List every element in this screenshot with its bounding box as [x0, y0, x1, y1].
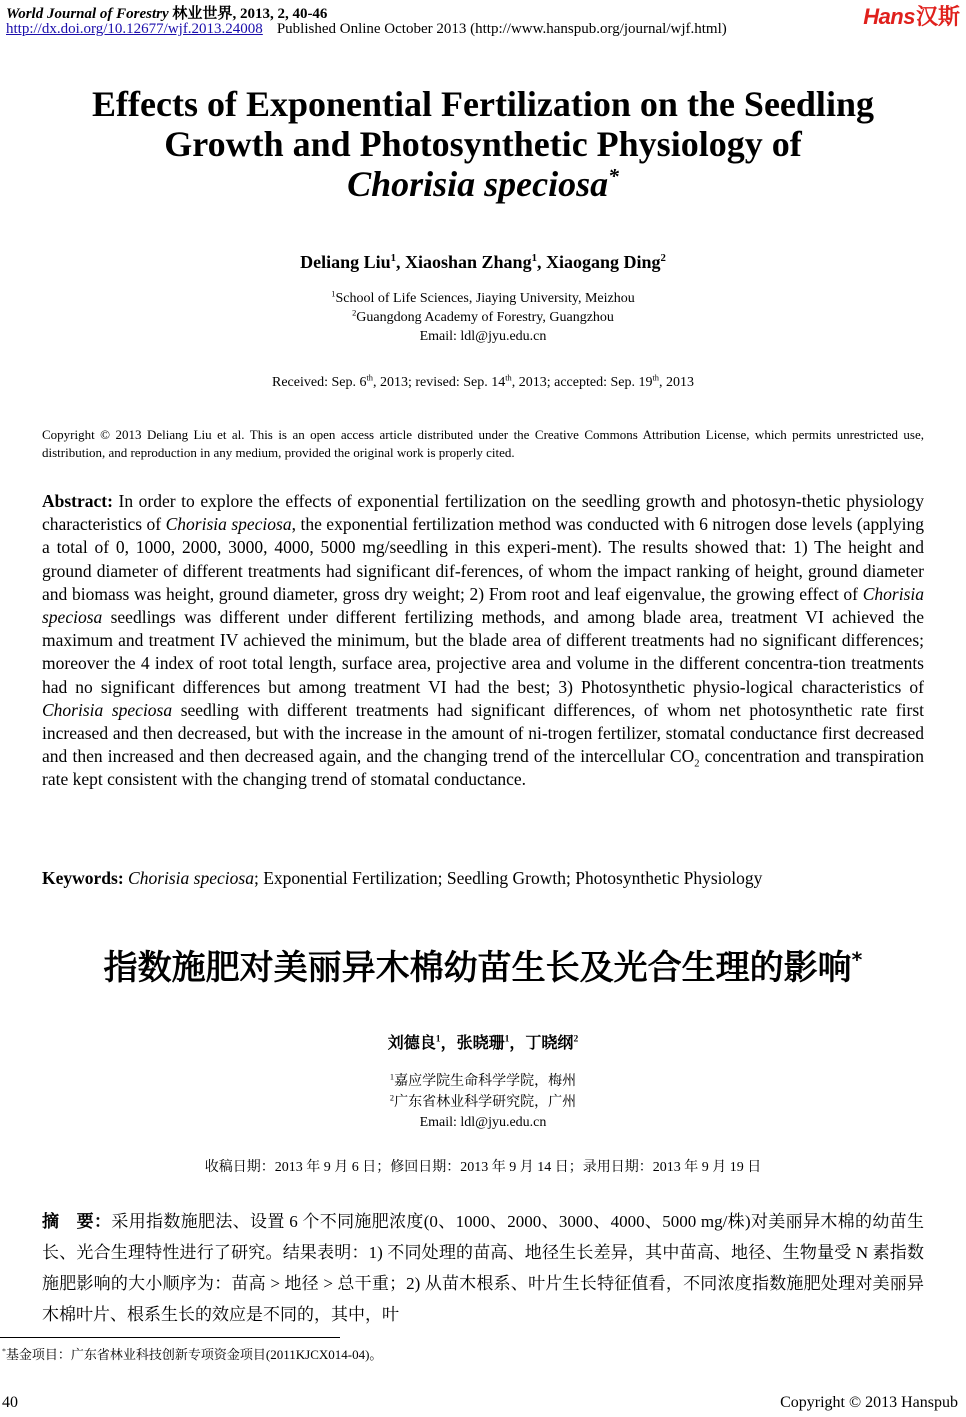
chinese-affiliation-2	[0, 1093, 966, 1113]
keyword-species: Chorisia speciosa	[128, 868, 254, 888]
species-name: Chorisia speciosa	[42, 583, 924, 628]
date-year: , 2013	[659, 375, 694, 390]
author-name: Xiaogang Ding	[545, 252, 661, 272]
affiliation-text: Guangdong Academy of Forestry, Guangzhou	[356, 310, 614, 325]
chinese-author-list	[0, 1030, 966, 1053]
doi-link[interactable]: http://dx.doi.org/10.12677/wjf.2013.24008	[6, 21, 263, 37]
species-name: Chorisia speciosa	[42, 699, 173, 720]
accepted-date: , 2013; accepted: Sep. 19	[511, 375, 653, 390]
author-affiliation-mark: 2	[660, 252, 666, 264]
keywords-text: ; Exponential Fertilization; Seedling Growth; Photosynthetic Physiology	[253, 868, 763, 888]
author-affiliation-mark: 1	[531, 252, 537, 264]
abstract-text: seedlings was different under different fertilizing methods, and among blade area, treatment VI achieved the maximum and treatment IV achieved the minimum, but the blade area of different treatments had no significant differences; moreover the 4 index of root total length, surface area, projective area and volume in the different concentra-tion treatments had no significant differences but among treatment VI had the best; 3) Photosynthetic physio-logical characteristics of	[42, 607, 924, 697]
received-date: Received: Sep. 6	[272, 375, 367, 390]
title-line-2: Growth and Photosynthetic Physiology of	[164, 124, 802, 164]
copyright-notice: Copyright © 2013 Deliang Liu et al. This is an open access article distributed under the Creative Commons Attribution License, which permits unrestricted use, distribution, and reproduction in any medium, provided the original work is properly cited.	[42, 427, 924, 460]
author-name: 张晓珊	[456, 1035, 505, 1052]
article-dates	[0, 375, 966, 391]
separator: ，	[509, 1035, 526, 1052]
footer-copyright: Copyright © 2013 Hanspub	[780, 1394, 958, 1411]
funding-footnote	[2, 1344, 382, 1363]
author-name: 丁晓纲	[525, 1035, 574, 1052]
author-name: Deliang Liu	[300, 252, 391, 272]
chinese-abstract	[42, 1206, 924, 1330]
author-email: Email: ldl@jyu.edu.cn	[419, 329, 547, 344]
footnote-divider	[0, 1337, 340, 1338]
chinese-dates: 收稿日期：2013 年 9 月 6 日；修回日期：2013 年 9 月 14 日；录用日期：2013 年 9 月 19 日	[204, 1160, 762, 1175]
title-footnote-mark: *	[608, 164, 619, 188]
title-line-3	[0, 164, 966, 204]
footnote-mark: *	[2, 1346, 6, 1356]
volume-info: , 2013, 2, 40-46	[232, 6, 328, 22]
author-affiliation-mark: 1	[435, 1033, 441, 1045]
revised-date: , 2013; revised: Sep. 14	[373, 375, 506, 390]
page-number: 40	[2, 1394, 18, 1411]
subscript: 2	[694, 758, 700, 770]
chinese-affiliation-1	[0, 1072, 966, 1092]
author-affiliation-mark: 1	[504, 1033, 510, 1045]
affiliation-num: 1	[389, 1072, 395, 1082]
ordinal-suffix: th	[652, 373, 659, 383]
author-name: 刘德良	[387, 1035, 436, 1052]
journal-header	[6, 2, 327, 23]
chinese-title-text: 指数施肥对美丽异木棉幼苗生长及光合生理的影响	[103, 948, 852, 988]
keywords-label: Keywords:	[42, 868, 124, 888]
affiliation-num: 2	[352, 308, 357, 318]
published-info: Published Online October 2013 (http://www.hanspub.org/journal/wjf.html)	[276, 21, 727, 37]
title-species: Chorisia speciosa	[347, 164, 609, 204]
ordinal-suffix: th	[366, 373, 373, 383]
separator: ，	[440, 1035, 457, 1052]
abstract-text: , the exponential fertilization method was conducted with 6 nitrogen dose levels (applying a total of 0, 1000, 2000, 3000, 4000, 5000 mg/seedling in this experi-ment). The results showed that: 1) The height and ground diameter of different treatments had significant dif-ferences, of whom the impact ranking of height, ground diameter and biomass was height, ground diameter, gross dry weight; 2) From root and leaf eigenvalue, the growing effect of	[42, 514, 924, 604]
doi-line	[6, 21, 727, 38]
species-name: Chorisia speciosa	[165, 514, 292, 535]
affiliation-text: School of Life Sciences, Jiaying University, Meizhou	[335, 291, 635, 306]
abstract-text: concentration and transpiration rate kept consistent with the changing trend of stomatal conductance.	[42, 746, 925, 790]
keywords	[42, 868, 924, 889]
hans-logo	[863, 0, 960, 31]
affiliation-num: 2	[389, 1093, 395, 1103]
chinese-email: Email: ldl@jyu.edu.cn	[419, 1115, 547, 1130]
title-footnote-mark: *	[851, 947, 863, 972]
author-name: Xiaoshan Zhang	[405, 252, 532, 272]
chinese-title	[0, 940, 966, 989]
logo-cn: 汉斯	[915, 4, 960, 29]
affiliation-1	[0, 289, 966, 308]
abstract	[42, 490, 924, 792]
logo-latin: Hans	[863, 4, 915, 29]
affiliation-text: 广东省林业科学研究院，广州	[394, 1095, 577, 1110]
affiliation-num: 1	[331, 289, 336, 299]
abstract-label: Abstract:	[42, 491, 113, 511]
affiliation-2	[0, 308, 966, 327]
title-line-1: Effects of Exponential Fertilization on the Seedling	[92, 84, 874, 124]
abstract-text: seedling with different treatments had significant differences, of whom net photosynthetic rate first increased and then decreased, but with the increase in the amount of ni-trogen fertilizer, stomatal conductance first decreased and then increased and then decreased again, and the changing trend of the intercellular CO	[42, 699, 924, 767]
abstract-text: In order to explore the effects of exponential fertilization on the seedling growth and photosyn-thetic physiology characteristics of	[42, 491, 924, 535]
author-affiliation-mark: 1	[390, 252, 397, 264]
paper-title	[0, 84, 966, 204]
affiliation-text: 嘉应学院生命科学学院，梅州	[394, 1074, 577, 1089]
chinese-abstract-text: 采用指数施肥法、设置 6 个不同施肥浓度(0、1000、2000、3000、4000、5000 mg/株)对美丽异木棉的幼苗生长、光合生理特性进行了研究。结果表明：1) 不同处理的苗高、地径生长差异，其中苗高、地径、生物量受 N 素指数施肥影响的大小顺序为：苗高 > 地径 > 总干重；2) 从苗木根系、叶片生长特征值看，不同浓度指数施肥处理对美丽异木棉叶片、根系生长的效应是不同的，其中，叶	[42, 1212, 924, 1324]
author-affiliation-mark: 2	[573, 1033, 579, 1045]
author-list: Deliang Liu$^1$, Xiaoshan Zhang$^1$, Xiaogang Ding$^2$	[300, 252, 666, 272]
journal-name-cn: 林业世界	[172, 6, 233, 22]
journal-name: World Journal of Forestry	[6, 6, 169, 22]
chinese-abstract-label: 摘 要：	[42, 1212, 112, 1231]
ordinal-suffix: th	[505, 373, 512, 383]
footnote-text: 基金项目：广东省林业科技创新专项资金项目(2011KJCX014-04)。	[5, 1347, 383, 1362]
